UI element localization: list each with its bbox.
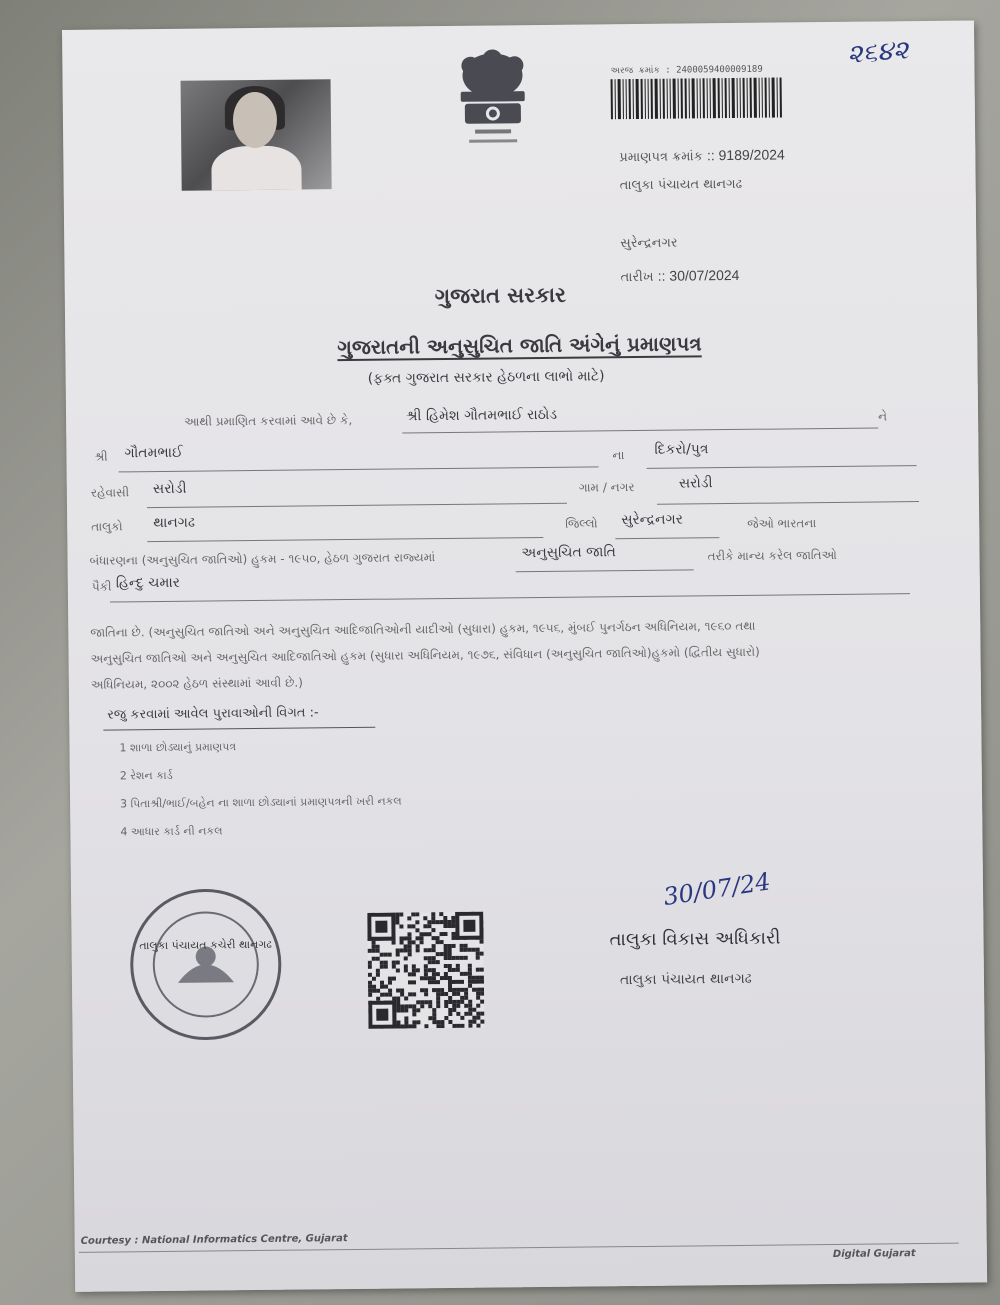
applicant-photo	[181, 79, 332, 191]
issue-date-row	[621, 267, 740, 285]
evidence-item: 1 શાળા છોડ્યાનું પ્રમાણપત્ર	[119, 740, 237, 755]
paragraph-line: અનુસુચિત જાતિઓ અને અનુસુચિત આદિજાતિઓ હુકમ (સુધારા અધિનિયમ, ૧૯૭૬, સંવિધાન (અનુસુચિત જાતિઓ)હુકમો (દ્વિતીય સુધારો)	[90, 644, 760, 666]
date-label: તારીખ	[620, 269, 654, 286]
signature-mark: 30/07/24	[661, 867, 773, 912]
official-seal	[127, 886, 285, 1044]
certificate-subtitle: (ફક્ત ગુજરાત સરકાર હેઠળના લાભો માટે)	[367, 368, 605, 387]
taluka-label: તાલુકો	[91, 519, 123, 534]
father-name: ગૌતમભાઈ	[124, 444, 183, 462]
paragraph-line: જાતિના છે. (અનુસુચિત જાતિઓ અને અનુસુચિત આદિજાતિઓની યાદીઓ (સુધારા) હુકમ, ૧૯૫૬, મુંબઈ પુનર્ગઠન અધિનિયમ, ૧૯૬૦ તથા	[90, 618, 756, 640]
taluka-value: થાનગઢ	[153, 514, 196, 532]
officer-designation: તાલુકા વિકાસ અધિકારી	[609, 927, 781, 951]
caste-value: હિન્દુ ચમાર	[115, 574, 181, 592]
issue-date: :: 30/07/2024	[657, 266, 740, 284]
applicant-name: શ્રી હિમેશ ગૌતમભાઈ રાઠોડ	[405, 406, 558, 425]
certificate-page	[62, 20, 987, 1291]
relation-value: દિકરો/પુત્ર	[654, 441, 709, 458]
end-mark: ને	[878, 409, 888, 424]
certificate-number: :: 9189/2024	[706, 146, 785, 164]
certificate-number-row	[619, 146, 785, 165]
order-text: બંધારણના (અનુસુચિત જાતિઓ) હુકમ - ૧૯૫૦, હેઠળ ગુજરાત રાજ્યમાં	[89, 550, 436, 568]
belongs-label: જેઓ ભારતના	[747, 516, 817, 531]
district-label: જિલ્લો	[565, 516, 598, 531]
evidence-item: 3 પિતાશ્રી/ભાઈ/બહેન ના શાળા છોડ્યાનાં પ્રમાણપત્રની ખરી નકલ	[120, 794, 402, 811]
issuing-district: સુરેન્દ્રનગર	[620, 235, 678, 252]
resident-value: સરોડી	[152, 480, 187, 498]
barcode	[611, 77, 807, 119]
footer-courtesy: Courtesy : National Informatics Centre, Gujarat	[80, 1233, 348, 1247]
seal-text: તાલુકા પંચાયત કચેરી થાનગઢ	[139, 937, 272, 953]
officer-office: તાલુકા પંચાયત થાનગઢ	[619, 970, 752, 989]
relation-label: ના	[612, 448, 625, 463]
recognized-text: તરીકે માન્ય કરેલ જાતિઓ	[707, 547, 837, 564]
resident-label: રહેવાસી	[90, 485, 130, 500]
paragraph-line: અધિનિયમ, ૨૦૦૨ હેઠળ સંસ્થામાં આવી છે.)	[90, 675, 303, 692]
government-title: ગુજરાત સરકાર	[434, 282, 567, 309]
district-value: સુરેન્દ્રનગર	[621, 511, 684, 529]
father-label: શ્રી	[94, 449, 108, 464]
village-label: ગામ / નગર	[578, 480, 635, 495]
application-number: અરજ ક્રમાંક : 2400059400009189	[610, 64, 763, 77]
national-emblem-icon	[444, 45, 541, 162]
certify-label: આથી પ્રમાણિત કરવામાં આવે છે કે,	[184, 412, 353, 429]
evidence-item: 4 આધાર કાર્ડ ની નકલ	[120, 824, 223, 839]
legal-paragraph	[90, 611, 911, 698]
qr-code	[367, 912, 484, 1029]
footer-digital-gujarat: Digital Gujarat	[832, 1248, 916, 1260]
certificate-number-label: પ્રમાણપત્ર ક્રમાંક	[619, 149, 703, 166]
caste-label: પૈકી	[91, 579, 112, 594]
village-value: સરોડી	[678, 475, 713, 492]
handwritten-number: ૨૬૪૨	[846, 35, 910, 70]
category-value: અનુસુચિત જાતિ	[521, 544, 616, 562]
evidence-item: 2 રેશન કાર્ડ	[119, 768, 173, 783]
evidence-title: રજુ કરવામાં આવેલ પુરાવાઓની વિગત :-	[107, 705, 319, 723]
certificate-title: ગુજરાતની અનુસુચિત જાતિ અંગેનું પ્રમાણપત્ર	[337, 331, 702, 360]
issuing-office: તાલુકા પંચાયત થાનગઢ	[619, 176, 743, 194]
